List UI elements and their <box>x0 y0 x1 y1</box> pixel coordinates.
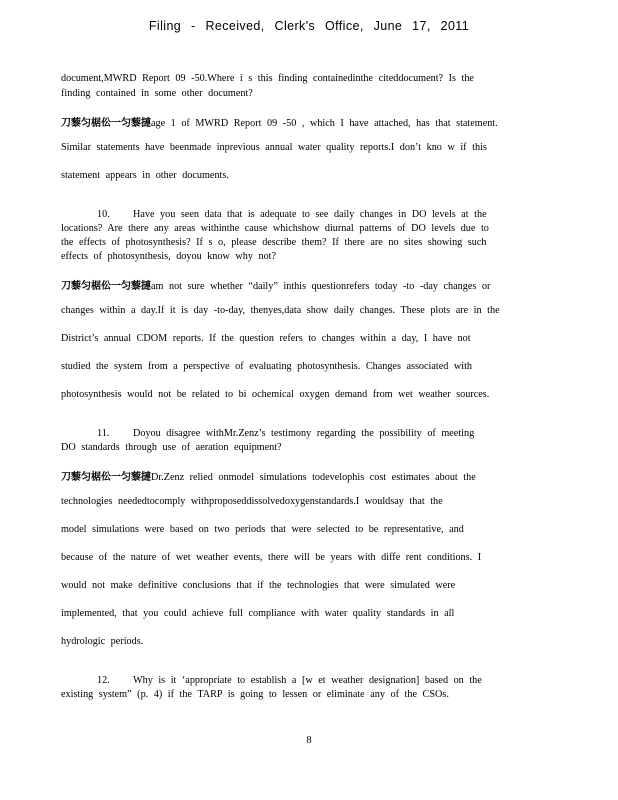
text-line: technologies neededtocomply withproposeddissolvedoxygenstandards.I wouldsay that the <box>61 496 443 507</box>
text-line: Have you seen data that is adequate to see daily changes in DO levels at the <box>133 209 487 220</box>
text-line: changes within a day.If it is day -to-day, thenyes,data show daily changes. These plots are in the <box>61 305 500 316</box>
text-line: locations? Are there any areas withinthe cause whichshow diurnal patterns of DO levels due to <box>61 223 489 234</box>
question-number: 12. <box>97 675 110 686</box>
text-line: document,MWRD Report 09 -50.Where i s this finding containedinthe citeddocument? Is the <box>61 73 474 84</box>
text-line: effects of photosynthesis, doyou know why not? <box>61 251 277 262</box>
text-line: studied the system from a perspective of evaluating photosynthesis. Changes associated with <box>61 361 472 372</box>
text-line: the effects of photosynthesis? If s o, please describe them? If there are no sites showing such <box>61 237 487 248</box>
filing-header: Filing - Received, Clerk's Office, June 17, 2011 <box>148 19 470 33</box>
text-line: DO standards through use of aeration equipment? <box>61 442 282 453</box>
text-line: District’s annual CDOM reports. If the question refers to changes within a day, I have not <box>61 333 471 344</box>
question-number: 11. <box>97 428 110 439</box>
text-line: photosynthesis would not be related to bi ochemical oxygen demand from wet weather sources. <box>61 389 490 400</box>
answer-label: 刀藜匀椐伀一匀藜摙 <box>61 281 151 292</box>
text-line: implemented, that you could achieve full compliance with water quality standards in all <box>61 608 455 619</box>
text-line: model simulations were based on two periods that were selected to be representative, and <box>61 524 464 535</box>
page-number: 8 <box>306 735 312 746</box>
text-line: Doyou disagree withMr.Zenz’s testimony regarding the possibility of meeting <box>133 428 475 439</box>
answer-label: 刀藜匀椐伀一匀藜摙 <box>61 118 151 129</box>
text-line: would not make definitive conclusions that if the technologies that were simulated were <box>61 580 456 591</box>
answer-label: 刀藜匀椐伀一匀藜摙 <box>61 472 151 483</box>
text-line: finding contained in some other document? <box>61 88 253 99</box>
answer-line: 刀藜匀椐伀一匀藜摙age 1 of MWRD Report 09 -50 , which I have attached, has that statement. <box>61 118 498 129</box>
question-number: 10. <box>97 209 110 220</box>
answer-line: 刀藜匀椐伀一匀藜摙am not sure whether “daily” inthis questionrefers today -to -day changes or <box>61 281 491 292</box>
text-line: because of the nature of wet weather events, there will be years with diffe rent conditions. I <box>61 552 482 563</box>
answer-line: 刀藜匀椐伀一匀藜摙Dr.Zenz relied onmodel simulations todevelophis cost estimates about the <box>61 472 476 483</box>
text-line: Similar statements have beenmade inprevious annual water quality reports.I don’t kno w if this <box>61 142 487 153</box>
text-line: Why is it ‘appropriate to establish a [w et weather designation] based on the <box>133 675 482 686</box>
text-line: hydrologic periods. <box>61 636 144 647</box>
text-line: statement appears in other documents. <box>61 170 229 181</box>
text-line: existing system” (p. 4) if the TARP is going to lessen or eliminate any of the CSOs. <box>61 689 449 700</box>
